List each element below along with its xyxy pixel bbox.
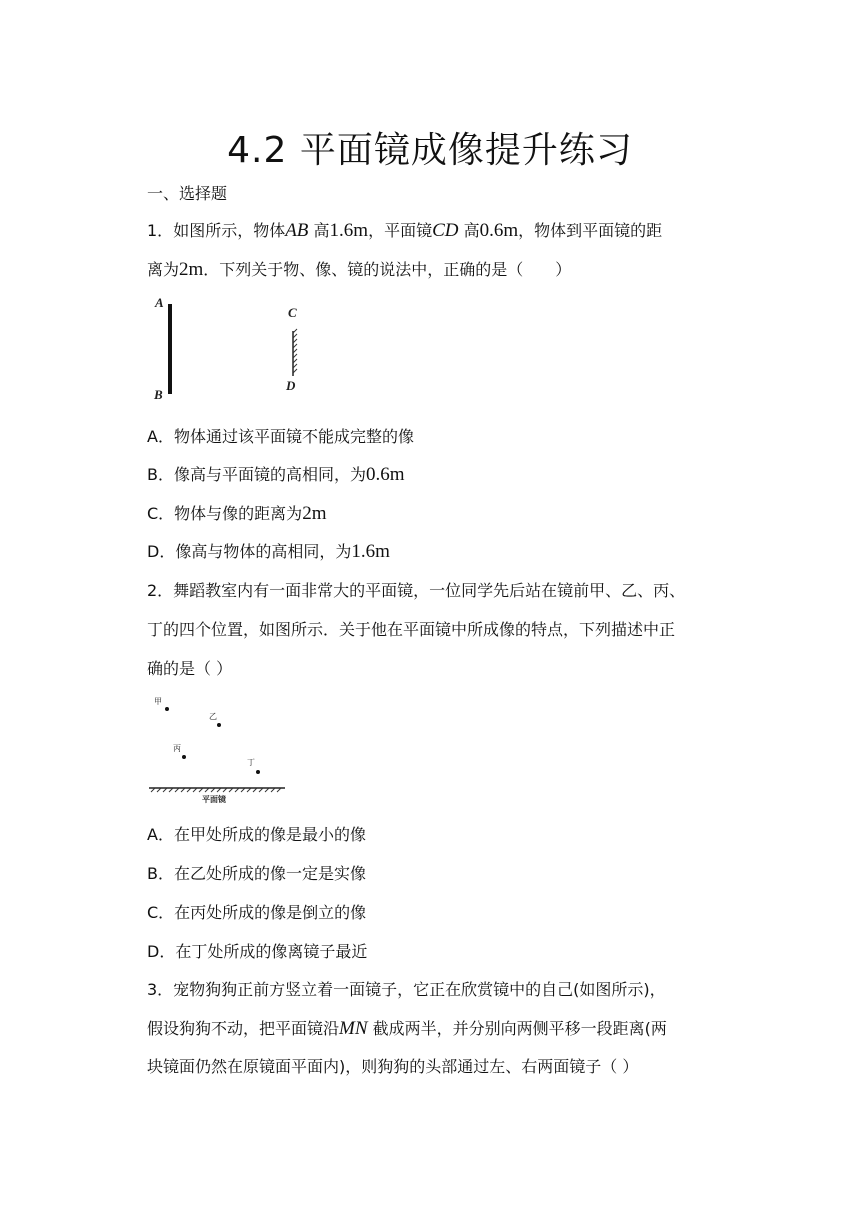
page-title: 4.2 平面镜成像提升练习 <box>227 130 633 171</box>
q1-option-c-text: C．物体与像的距离为 <box>147 504 303 523</box>
point-bing <box>182 755 186 759</box>
q1-math-h1: 1.6m <box>329 220 369 241</box>
point-ding <box>256 770 260 774</box>
q1-figure <box>147 292 317 404</box>
q3-math-mn: MN <box>339 1018 368 1039</box>
q3-stem-line1: 3．宠物狗狗正前方竖立着一面镜子，它正在欣赏镜中的自己(如图所示)， <box>147 980 666 999</box>
label-b: B <box>154 387 163 402</box>
q3-text: 假设狗狗不动，把平面镜沿 <box>147 1019 340 1038</box>
point-yi <box>217 723 221 727</box>
q1-option-d-text: D．像高与物体的高相同，为 <box>147 542 352 561</box>
q2-option-d: D．在丁处所成的像离镜子最近 <box>147 942 368 961</box>
q1-math-ab: AB <box>285 220 309 241</box>
q2-option-b: B．在乙处所成的像一定是实像 <box>147 864 366 883</box>
label-mirror: 平面镜 <box>202 795 226 804</box>
q1-text: ，物体到平面镜的距 <box>518 221 663 240</box>
q2-stem-line1: 2．舞蹈教室内有一面非常大的平面镜，一位同学先后站在镜前甲、乙、丙、 <box>147 581 686 600</box>
q1-math-cd: CD <box>432 220 459 241</box>
label-d: D <box>286 378 296 393</box>
q3-stem-line2 <box>147 1016 667 1040</box>
q2-option-a: A．在甲处所成的像是最小的像 <box>147 825 366 844</box>
q1-option-b-text: B．像高与平面镜的高相同，为 <box>147 465 366 484</box>
q1-math-d: 2m <box>179 259 204 280</box>
q2-stem-line3: 确的是（ ） <box>147 659 233 678</box>
q1-stem-line1 <box>147 218 662 242</box>
label-yi: 乙 <box>209 712 217 721</box>
q1-text: 高 <box>313 221 330 240</box>
label-ding: 丁 <box>247 758 255 767</box>
label-jia: 甲 <box>154 697 162 706</box>
q1-option-c-value: 2m <box>302 503 327 524</box>
point-jia <box>165 707 169 711</box>
q1-option-d <box>147 539 390 563</box>
q1-text: 高 <box>463 221 480 240</box>
q2-option-c: C．在丙处所成的像是倒立的像 <box>147 903 367 922</box>
q1-text: ，平面镜 <box>368 221 433 240</box>
label-a: A <box>155 295 164 310</box>
q1-text: ．下列关于物、像、镜的说法中，正确的是（ ） <box>203 260 572 279</box>
q3-text: 截成两半，并分别向两侧平移一段距离(两 <box>372 1019 667 1038</box>
q3-stem-line3: 块镜面仍然在原镜面平面内)，则狗狗的头部通过左、右两面镜子（ ） <box>147 1057 639 1076</box>
label-bing: 丙 <box>173 744 181 753</box>
q1-math-h2: 0.6m <box>479 220 519 241</box>
q1-text: 如图所示，物体 <box>173 221 286 240</box>
q1-option-b-value: 0.6m <box>365 464 405 485</box>
q1-option-c <box>147 501 326 525</box>
q1-option-a: A．物体通过该平面镜不能成完整的像 <box>147 427 414 446</box>
q1-number: 1． <box>147 221 174 240</box>
q1-option-d-value: 1.6m <box>351 541 390 562</box>
object-ab <box>168 304 172 394</box>
q2-figure <box>147 692 289 810</box>
q1-stem-line2 <box>147 257 571 281</box>
q2-stem-line2: 丁的四个位置，如图所示．关于他在平面镜中所成像的特点，下列描述中正 <box>147 620 676 639</box>
q1-text: 离为 <box>147 260 180 279</box>
q1-option-b <box>147 462 405 486</box>
label-c: C <box>288 305 297 320</box>
section-heading: 一、选择题 <box>147 184 228 203</box>
